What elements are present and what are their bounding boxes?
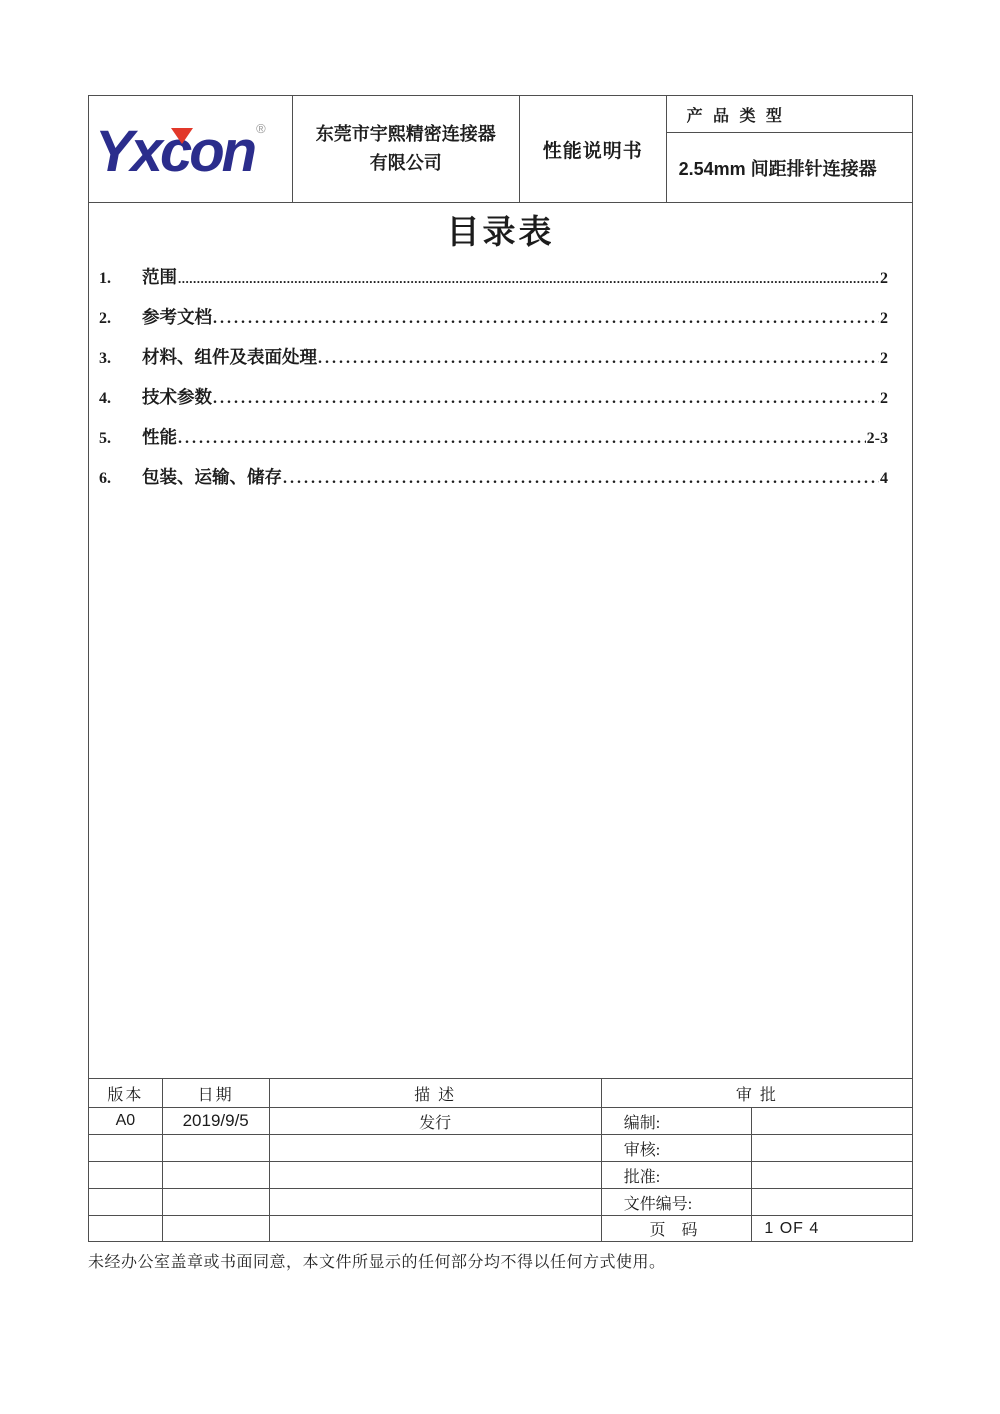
toc-dot-leader xyxy=(283,470,879,488)
toc-entry-packaging xyxy=(99,464,888,504)
toc-entry-number: 6. xyxy=(99,470,111,487)
revision-date xyxy=(163,1188,270,1215)
toc-title: 目录表 xyxy=(446,215,555,251)
revision-table xyxy=(89,1078,912,1241)
revision-date xyxy=(163,1215,270,1241)
company-logo xyxy=(95,118,266,184)
toc-entry-page: 2 xyxy=(880,270,888,287)
toc-entry-page: 2 xyxy=(880,390,888,407)
toc-entry-label: 包装、运输、储存 xyxy=(142,467,282,487)
toc-entry-technical-parameters xyxy=(99,384,888,424)
toc-entry-performance xyxy=(99,424,888,464)
logo-triangle-icon xyxy=(171,128,193,144)
product-type-value: 2.54mm 间距排针连接器 xyxy=(678,158,877,179)
toc-entry-number: 2. xyxy=(99,310,111,327)
company-name xyxy=(293,96,520,202)
toc-entry-references xyxy=(99,304,888,344)
toc-entry-scope xyxy=(99,264,888,304)
toc-entry-label: 范围 xyxy=(142,267,177,287)
revision-description xyxy=(270,1134,602,1161)
revision-version: A0 xyxy=(89,1107,163,1134)
registered-mark: ® xyxy=(256,120,266,136)
revision-header-description: 描 述 xyxy=(270,1079,602,1107)
toc-dot-leader xyxy=(178,270,879,288)
page-number-value: 1 OF 4 xyxy=(752,1215,912,1241)
toc-entry-page: 2 xyxy=(880,310,888,327)
revision-description xyxy=(270,1215,602,1241)
revision-header-version: 版本 xyxy=(89,1079,163,1107)
toc-entry-page: 2-3 xyxy=(866,430,888,447)
revision-version xyxy=(89,1215,163,1241)
revision-version xyxy=(89,1134,163,1161)
revision-version xyxy=(89,1188,163,1215)
approval-label-prepared-by: 编制: xyxy=(602,1107,753,1134)
approval-label-reviewed-by: 审核: xyxy=(602,1134,753,1161)
approval-value-approved-by xyxy=(752,1161,912,1188)
toc-dot-leader xyxy=(213,310,879,328)
toc-entry-number: 3. xyxy=(99,350,111,367)
toc-entry-label: 参考文档 xyxy=(142,307,212,327)
toc-dot-leader xyxy=(178,430,866,448)
approval-label-document-number: 文件编号: xyxy=(602,1188,753,1215)
toc-list xyxy=(89,253,912,504)
company-name-line1: 东莞市宇熙精密连接器 xyxy=(315,124,496,144)
company-name-line2: 有限公司 xyxy=(369,153,442,173)
toc-entry-number: 5. xyxy=(99,430,111,447)
revision-header-date: 日期 xyxy=(163,1079,270,1107)
revision-date xyxy=(163,1161,270,1188)
approval-value-document-number xyxy=(752,1188,912,1215)
page-number-label: 页 码 xyxy=(602,1215,753,1241)
logo-text: Yxcon xyxy=(95,118,255,184)
footer-disclaimer: 未经办公室盖章或书面同意，本文件所显示的任何部分均不得以任何方式使用。 xyxy=(88,1254,666,1271)
approval-label-approved-by: 批准: xyxy=(602,1161,753,1188)
product-type-label: 产 品 类 型 xyxy=(667,96,912,133)
toc-entry-page: 2 xyxy=(880,350,888,367)
revision-description xyxy=(270,1188,602,1215)
document-frame xyxy=(88,95,913,1242)
document-type: 性能说明书 xyxy=(520,96,667,202)
toc-entry-page: 4 xyxy=(880,470,888,487)
revision-date: 2019/9/5 xyxy=(163,1107,270,1134)
toc-entry-number: 4. xyxy=(99,390,111,407)
toc-entry-number: 1. xyxy=(99,270,111,287)
toc-dot-leader xyxy=(318,350,879,368)
toc-entry-label: 材料、组件及表面处理 xyxy=(142,347,317,367)
revision-description: 发行 xyxy=(270,1107,602,1134)
toc-section xyxy=(89,203,912,1078)
toc-entry-label: 技术参数 xyxy=(142,387,212,407)
toc-dot-leader xyxy=(213,390,879,408)
revision-date xyxy=(163,1134,270,1161)
header-table xyxy=(89,96,912,203)
approval-value-reviewed-by xyxy=(752,1134,912,1161)
product-type-cell xyxy=(667,96,912,202)
revision-version xyxy=(89,1161,163,1188)
toc-entry-label: 性能 xyxy=(142,427,177,447)
revision-header-approval: 审 批 xyxy=(735,1086,778,1104)
logo-cell xyxy=(89,96,293,202)
toc-entry-materials xyxy=(99,344,888,384)
revision-description xyxy=(270,1161,602,1188)
approval-value-prepared-by xyxy=(752,1107,912,1134)
